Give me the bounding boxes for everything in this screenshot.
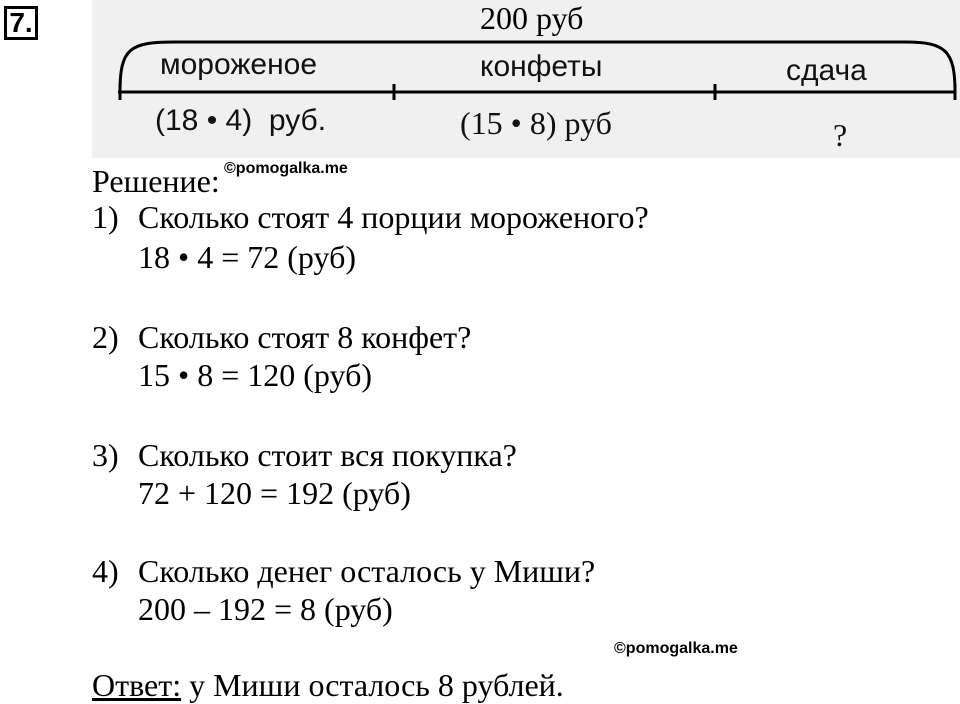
watermark-bottom: ©pomogalka.me	[614, 640, 738, 657]
step-question: Сколько денег осталось у Миши?	[138, 553, 596, 589]
watermark-top: ©pomogalka.me	[224, 160, 348, 177]
solution-heading: Решение:	[92, 163, 220, 199]
step-4-question-line	[92, 552, 595, 590]
step-2-expression: 15 • 8 = 120 (руб)	[138, 357, 372, 393]
step-number: 1)	[92, 199, 119, 235]
segment-value-change: ?	[833, 117, 848, 153]
step-number: 3)	[92, 437, 119, 473]
step-number: 2)	[92, 319, 119, 355]
step-question: Сколько стоят 4 порции мороженого?	[138, 199, 649, 235]
step-number: 4)	[92, 553, 119, 589]
step-4-expression: 200 – 192 = 8 (руб)	[138, 591, 393, 627]
answer-line	[92, 666, 564, 704]
step-2-question-line	[92, 318, 471, 356]
segment-label-change: сдача	[786, 54, 867, 87]
answer-text: у Миши осталось 8 рублей.	[181, 667, 564, 703]
segment-value-candies: (15 • 8) руб	[460, 105, 612, 141]
step-1-question-line	[92, 198, 649, 236]
step-3-expression: 72 + 120 = 192 (руб)	[138, 475, 411, 511]
step-3-question-line	[92, 436, 517, 474]
step-1-expression: 18 • 4 = 72 (руб)	[138, 239, 356, 275]
task-number: 7.	[4, 6, 38, 40]
diagram-total-label: 200 руб	[480, 0, 584, 36]
answer-label: Ответ:	[92, 667, 182, 703]
segment-label-candies: конфеты	[480, 50, 603, 83]
step-question: Сколько стоит вся покупка?	[138, 437, 517, 473]
segment-label-icecream: мороженое	[160, 48, 318, 81]
segment-value-icecream: (18 • 4) руб.	[155, 104, 327, 137]
step-question: Сколько стоят 8 конфет?	[138, 319, 472, 355]
